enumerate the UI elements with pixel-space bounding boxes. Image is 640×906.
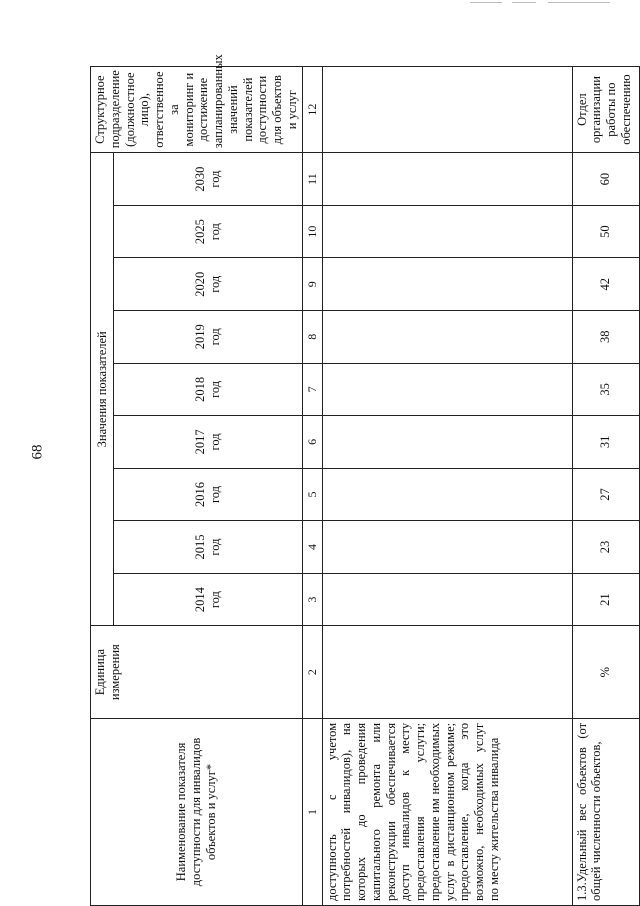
column-number: 5	[302, 468, 322, 521]
header-name-col: Наименование показателя доступности для инвалидов объектов и услуг*	[91, 718, 303, 905]
scan-mark	[548, 2, 610, 3]
column-number: 12	[302, 67, 322, 153]
row-unit: %	[572, 626, 639, 719]
header-responsible-col: Структурное подразделение (должностное лицо), ответственное за мониторинг и достижение запланированных значений показателей доступности для объектов и услуг	[91, 67, 303, 153]
column-number: 8	[302, 311, 322, 364]
column-number: 11	[302, 153, 322, 206]
header-year: 2019 год	[114, 311, 302, 364]
row-responsible	[322, 67, 572, 153]
row-value: 27	[572, 468, 639, 521]
row-value: 42	[572, 258, 639, 311]
row-unit	[322, 626, 572, 719]
row-value	[322, 153, 572, 206]
column-number: 7	[302, 363, 322, 416]
row-responsible: Отдел организации работы по обеспечению	[572, 67, 639, 153]
page-number: 68	[29, 444, 46, 460]
scan-mark	[512, 2, 536, 3]
row-value	[322, 573, 572, 626]
indicators-table	[90, 54, 640, 906]
column-number: 6	[302, 416, 322, 469]
row-value: 35	[572, 363, 639, 416]
header-year: 2025 год	[114, 205, 302, 258]
row-value	[322, 416, 572, 469]
row-value	[322, 311, 572, 364]
column-number: 10	[302, 205, 322, 258]
scan-mark	[470, 2, 502, 3]
row-value	[322, 521, 572, 574]
header-year: 2020 год	[114, 258, 302, 311]
column-number: 1	[302, 718, 322, 905]
column-number: 2	[302, 626, 322, 719]
row-value	[322, 258, 572, 311]
row-value: 21	[572, 573, 639, 626]
row-value	[322, 205, 572, 258]
column-number: 4	[302, 521, 322, 574]
row-value: 38	[572, 311, 639, 364]
row-value: 31	[572, 416, 639, 469]
row-name: 1.3.Удельный вес объектов (от общей численности объектов,	[572, 718, 639, 905]
row-value	[322, 468, 572, 521]
row-name: доступность с учетом потребностей инвалидов), на которых до проведения капитального ремонта или реконструкции обеспечивается доступ инвалидов к месту предоставления услуги; предоставление им необходимых услуг в дистанционном режиме; предоставление, когда это возможно, необходимых услуг по месту жительства инвалида	[322, 718, 572, 905]
rotated-table-container	[90, 54, 633, 906]
row-value	[322, 363, 572, 416]
column-number: 3	[302, 573, 322, 626]
row-value: 50	[572, 205, 639, 258]
header-year: 2018 год	[114, 363, 302, 416]
header-year: 2014 год	[114, 573, 302, 626]
header-unit-col: Единица измерения	[91, 626, 303, 719]
column-number: 9	[302, 258, 322, 311]
header-year: 2015 год	[114, 521, 302, 574]
row-value: 23	[572, 521, 639, 574]
row-value: 60	[572, 153, 639, 206]
header-values-group: Значения показателей	[91, 153, 114, 626]
header-year: 2016 год	[114, 468, 302, 521]
header-year: 2017 год	[114, 416, 302, 469]
header-year: 2030 год	[114, 153, 302, 206]
